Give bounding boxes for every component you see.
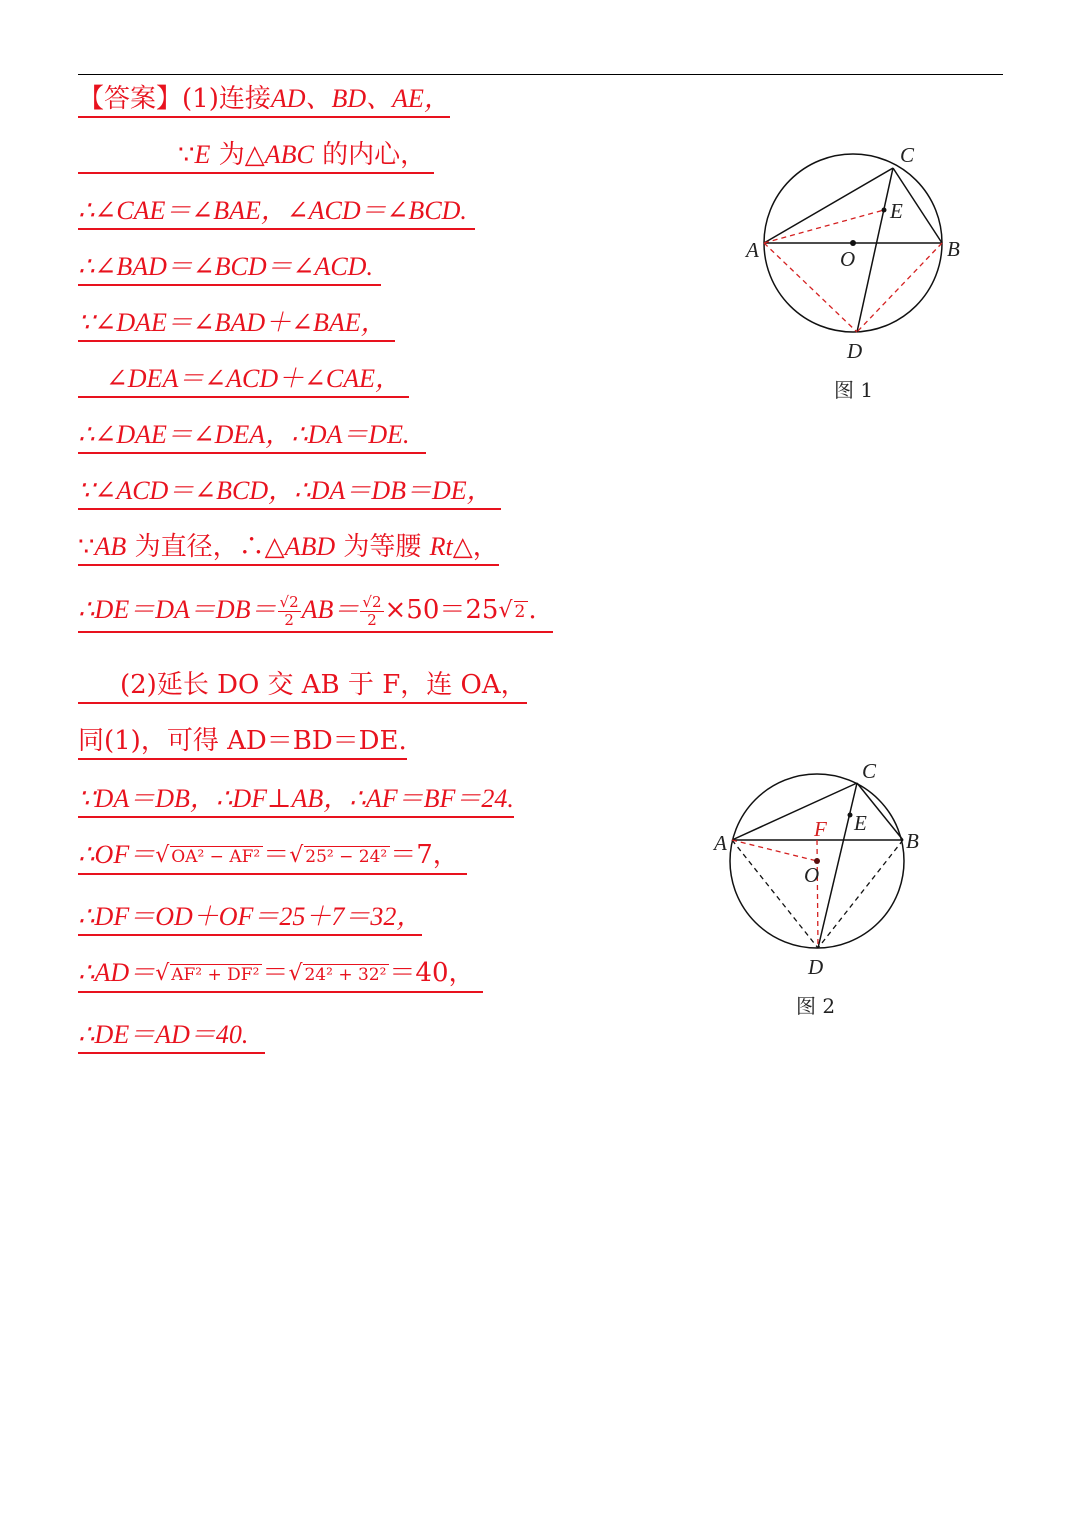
answer-label: 【答案】: [78, 84, 183, 114]
figure-2-chord-CD: [818, 783, 857, 948]
figure-2-label-C: C: [862, 759, 877, 783]
figure-2-chord-AC: [732, 783, 857, 840]
figure-2-label-D: D: [808, 955, 824, 979]
answer-line-10: ∴DE＝DA＝DB＝ $\frac{√2}{2}$ AB＝ $\frac{√2}{2}$ ×50＝25√ 2 .: [78, 590, 553, 633]
figure-2-label-E: E: [854, 811, 867, 835]
figure-2-point-E: [848, 813, 853, 818]
answer-line-1: 【答案】(1)连接AD、BD、AE，: [78, 82, 450, 118]
answer-line-2: ∵E 为△ABC 的内心，: [78, 138, 434, 174]
answer-part2-line-5: ∴DF＝OD＋OF＝25＋7＝32，: [78, 900, 422, 936]
answer-part2-line-1: (2)延长 DO 交 AB 于 F，连 OA，: [78, 668, 527, 704]
answer-line-5: ∵∠DAE＝∠BAD＋∠BAE，: [78, 306, 395, 342]
figure-1-chord-CD: [857, 168, 893, 332]
answer-line-9: ∵AB 为直径，∴△ABD 为等腰 Rt△，: [78, 530, 499, 566]
figure-2-caption: 图 2: [796, 994, 836, 1018]
figure-1-label-O: O: [840, 247, 856, 271]
figure-1-dashed-AE: [764, 210, 884, 243]
figure-2-label-B: B: [906, 829, 919, 853]
figure-1-caption: 图 1: [834, 378, 874, 402]
figure-2-label-O: O: [804, 863, 820, 887]
figure-2: [700, 756, 940, 986]
answer-line-6: ∠DEA＝∠ACD＋∠CAE，: [78, 362, 409, 398]
answer-part2-line-2: 同(1)，可得 AD＝BD＝DE.: [78, 724, 407, 760]
figure-1-chord-AC: [764, 168, 893, 243]
answer-part2-line-3: ∵DA＝DB，∴DF⊥AB，∴AF＝BF＝24.: [78, 782, 514, 818]
fraction-sqrt2-over-2: $\frac{√2}{2}$: [279, 592, 299, 629]
answer-part2-line-7: ∴DE＝AD＝40.: [78, 1018, 265, 1054]
answer-line-7: ∴∠DAE＝∠DEA，∴DA＝DE.: [78, 418, 426, 454]
figure-1-point-E: [882, 208, 887, 213]
figure-1-point-O: [850, 240, 856, 246]
fraction-sqrt2-over-2-b: $\frac{√2}{2}$: [362, 592, 382, 629]
answer-line-4: ∴∠BAD＝∠BCD＝∠ACD.: [78, 250, 381, 286]
figure-2-label-F: F: [814, 817, 827, 841]
answer-line-8: ∵∠ACD＝∠BCD，∴DA＝DB＝DE，: [78, 474, 501, 510]
figure-2-dashed-AD: [732, 840, 818, 948]
figure-1-label-D: D: [847, 339, 863, 363]
answer-line-3: ∴∠CAE＝∠BAE，∠ACD＝∠BCD.: [78, 194, 475, 230]
figure-1: [740, 140, 970, 370]
figure-1-label-A: A: [746, 238, 759, 262]
figure-1-label-C: C: [900, 143, 915, 167]
figure-2-dashed-DF: [817, 840, 818, 948]
figure-2-dashed-AO: [732, 840, 817, 861]
top-rule: [78, 74, 1003, 75]
answer-part2-line-4: ∴OF＝√ OA² − AF² ＝√ 25² − 24² ＝7，: [78, 838, 467, 875]
answer-part2-line-6: ∴AD＝√ AF² + DF² ＝√ 24² + 32² ＝40，: [78, 956, 483, 993]
figure-1-label-B: B: [947, 237, 960, 261]
figure-1-label-E: E: [890, 199, 903, 223]
figure-2-label-A: A: [714, 831, 727, 855]
